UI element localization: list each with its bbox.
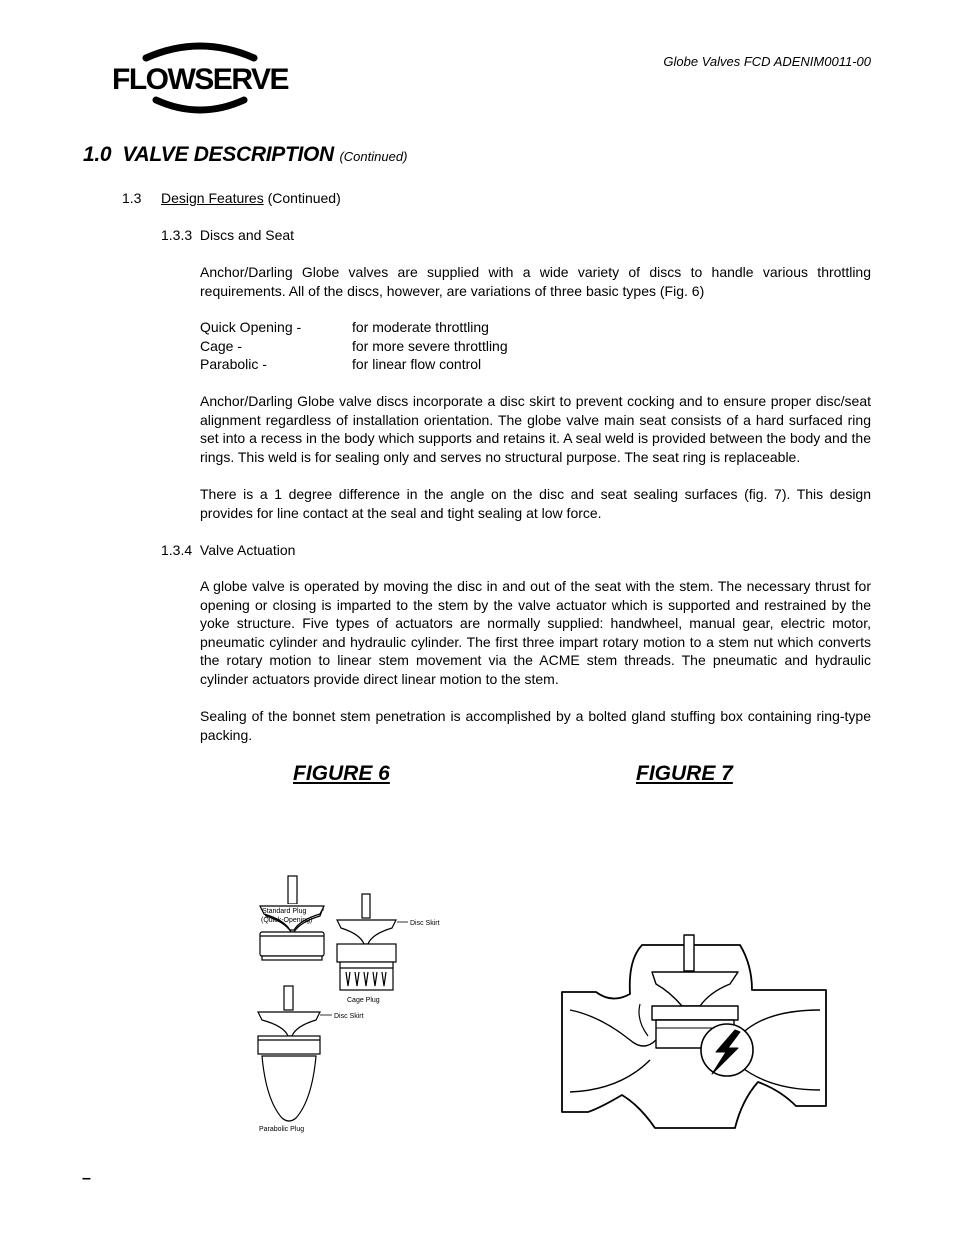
document-reference: Globe Valves FCD ADENIM0011-00 [663, 54, 871, 69]
logo-wordmark: FLOWSERVE [112, 63, 288, 96]
disc-skirt-label-2: Disc Skirt [334, 1013, 364, 1020]
parabolic-plug-label: Parabolic Plug [259, 1126, 305, 1133]
discs-paragraph-3: There is a 1 degree difference in the angle on the disc and seat sealing surfaces (fig. 7). This design provides for line contact at the seal and tight sealing at low force. [200, 486, 871, 521]
standard-plug-sublabel: (Quick-Opening) [261, 917, 313, 924]
disc-type-row [200, 337, 600, 356]
actuation-paragraph-2: Sealing of the bonnet stem penetration is accomplished by a bolted gland stuffing box containing ring-type packing. [200, 708, 871, 743]
figure-6-title: FIGURE 6 [293, 762, 390, 785]
footer-mark: – [82, 1170, 91, 1187]
actuation-paragraph-1: A globe valve is operated by moving the disc in and out of the seat with the stem. The necessary thrust for opening or closing is imparted to the stem by the valve actuator which is supported and restrained by the yoke structure. Five types of actuators are normally supplied: handwheel, manual gear, electric motor, pneumatic cylinder and hydraulic cylinder. The first three impart rotary motion to a stem nut which converts the rotary motion to linear stem movement via the ACME stem threads. The pneumatic and hydraulic cylinder actuators provide direct linear motion to the stem. [200, 578, 871, 687]
subsection-number: 1.3 [122, 190, 142, 206]
standard-plug-label: Standard Plug [262, 908, 307, 915]
figure-6-disc-types-drawing [240, 875, 450, 1145]
figure-7-title: FIGURE 7 [636, 762, 733, 785]
subsection-title: Design Features [161, 190, 264, 206]
parabolic-plug-drawing [258, 986, 320, 1121]
discs-paragraph-2: Anchor/Darling Globe valve discs incorporate a disc skirt to prevent cocking and to ensure proper disc/seat alignment regardless of installation orientation. The globe valve main seat consists of a hard surfaced ring set into a recess in the body which supports and retains it. A seal weld is provided between the body and the rings. This weld is for sealing only and serves no structural purpose. The seat ring is replaceable. [200, 393, 871, 465]
disc-type-row [200, 355, 600, 374]
disc-type-desc: for linear flow control [352, 356, 482, 372]
disc-skirt-label-1: Disc Skirt [410, 920, 440, 927]
disc-types-list [200, 318, 600, 374]
disc-type-row [200, 318, 600, 337]
section-title [83, 143, 407, 167]
disc-type-desc: for more severe throttling [352, 337, 508, 354]
subsection-suffix: (Continued) [263, 190, 341, 206]
figure-7-valve-section-drawing [555, 925, 835, 1130]
valve-actuation-heading: 1.3.4 Valve Actuation [161, 542, 296, 558]
disc-type-desc: for moderate throttling [352, 319, 489, 335]
disc-type-name: Parabolic - [200, 356, 267, 372]
disc-type-name: Quick Opening - [200, 319, 302, 335]
disc-type-name: Cage - [200, 337, 243, 354]
flowserve-logo [108, 40, 294, 116]
section-title-text: 1.0 VALVE DESCRIPTION [83, 143, 334, 166]
discs-paragraph-1: Anchor/Darling Globe valves are supplied with a wide variety of discs to handle various throttling requirements. All of the discs, however, are variations of three basic types (Fig. 6) [200, 264, 871, 299]
section-subtitle: (Continued) [339, 149, 408, 164]
cage-plug-drawing [337, 894, 396, 990]
discs-seat-heading: 1.3.3 Discs and Seat [161, 227, 295, 243]
cage-plug-label: Cage Plug [347, 997, 380, 1004]
subsection-heading [161, 189, 341, 208]
